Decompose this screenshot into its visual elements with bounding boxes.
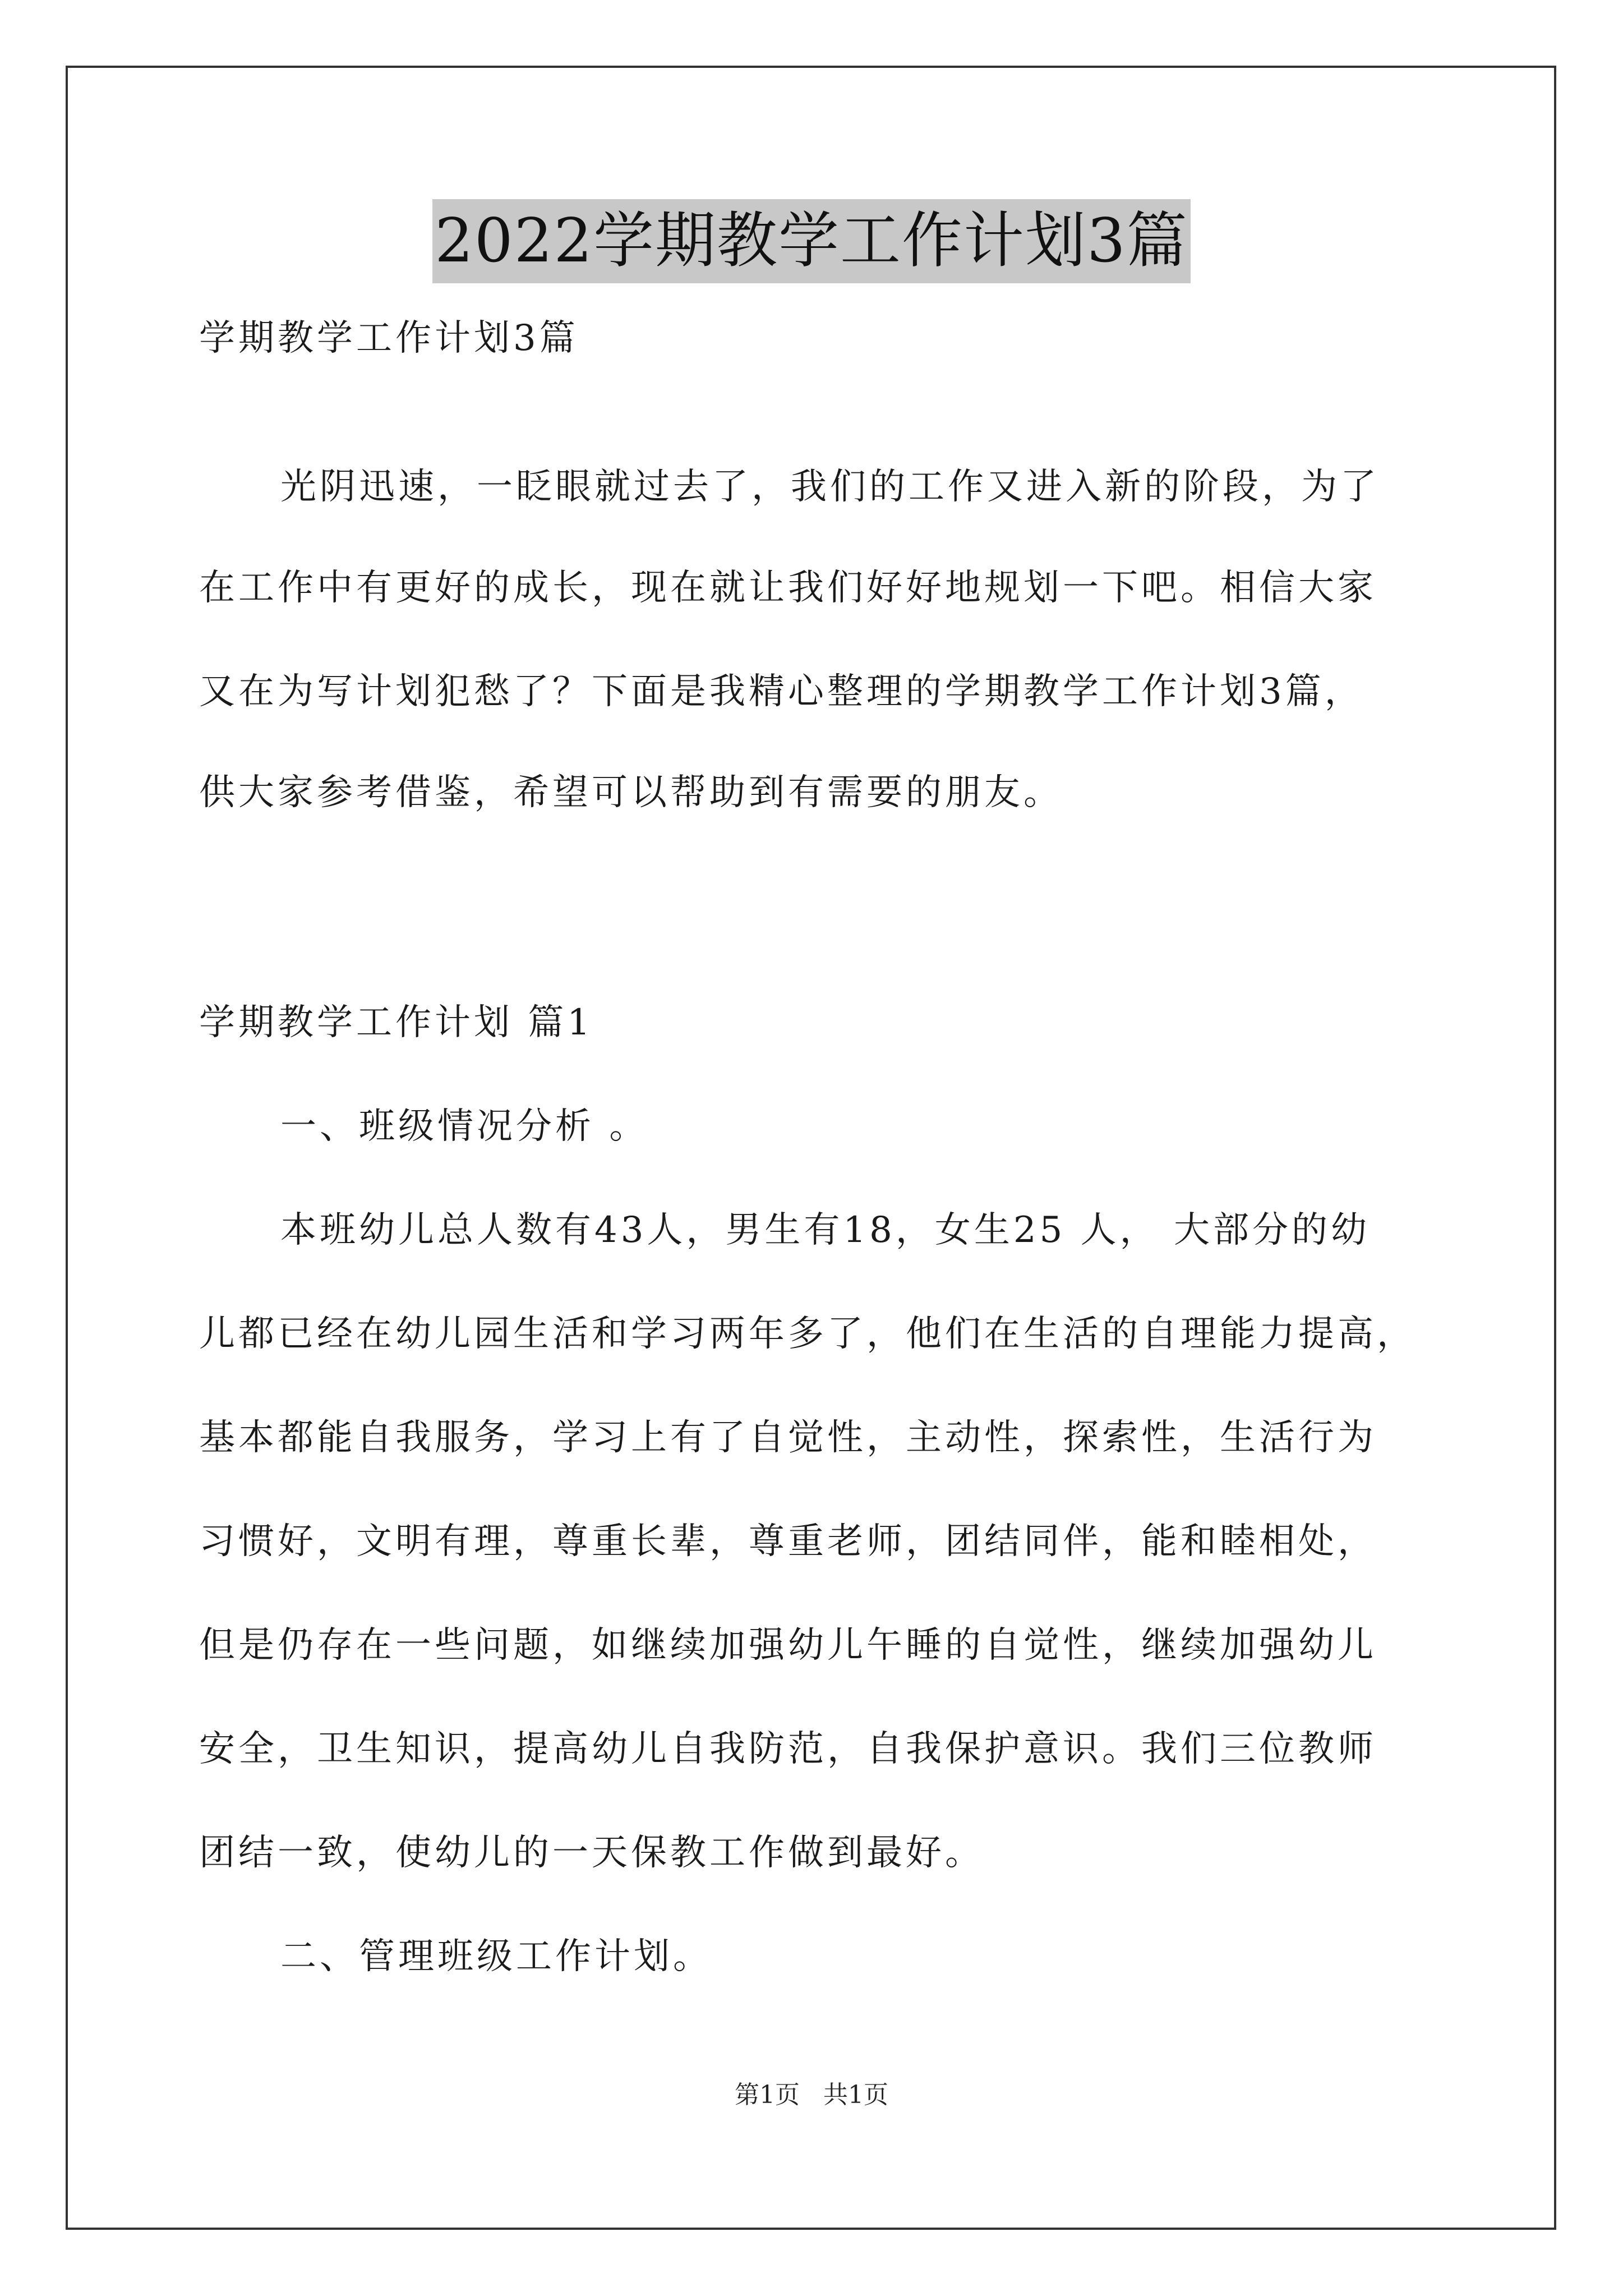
section-heading: 学期教学工作计划 篇1 — [199, 1002, 594, 1043]
part1-line-3: 基本都能自我服务，学习上有了自觉性，主动性，探索性，生活行为 — [199, 1417, 1377, 1458]
part1-line-7: 团结一致，使幼儿的一天保教工作做到最好。 — [199, 1832, 984, 1874]
document-subtitle: 学期教学工作计划3篇 — [199, 318, 579, 359]
intro-line-4: 供大家参考借鉴，希望可以帮助到有需要的朋友。 — [199, 772, 1063, 813]
part1-line-4: 习惯好，文明有理，尊重长辈，尊重老师，团结同伴，能和睦相处， — [199, 1521, 1377, 1562]
part2-heading: 二、管理班级工作计划。 — [280, 1936, 712, 1977]
part1-heading: 一、班级情况分析 。 — [280, 1106, 649, 1147]
document-title: 2022学期教学工作计划3篇 — [432, 199, 1191, 283]
part1-line-6: 安全，卫生知识，提高幼儿自我防范，自我保护意识。我们三位教师 — [199, 1728, 1377, 1770]
title-container — [0, 199, 1623, 283]
intro-line-3: 又在为写计划犯愁了？下面是我精心整理的学期教学工作计划3篇， — [199, 671, 1364, 712]
part1-line-5: 但是仍存在一些问题，如继续加强幼儿午睡的自觉性，继续加强幼儿 — [199, 1625, 1377, 1666]
page-footer: 第1页 共1页 — [735, 2081, 888, 2109]
intro-line-1: 光阴迅速，一眨眼就过去了，我们的工作又进入新的阶段，为了 — [280, 466, 1380, 508]
part1-line-1: 本班幼儿总人数有43人，男生有18，女生25 人， 大部分的幼 — [280, 1209, 1370, 1251]
intro-line-2: 在工作中有更好的成长，现在就让我们好好地规划一下吧。相信大家 — [199, 567, 1377, 609]
part1-line-2: 儿都已经在幼儿园生活和学习两年多了，他们在生活的自理能力提高， — [199, 1313, 1416, 1355]
